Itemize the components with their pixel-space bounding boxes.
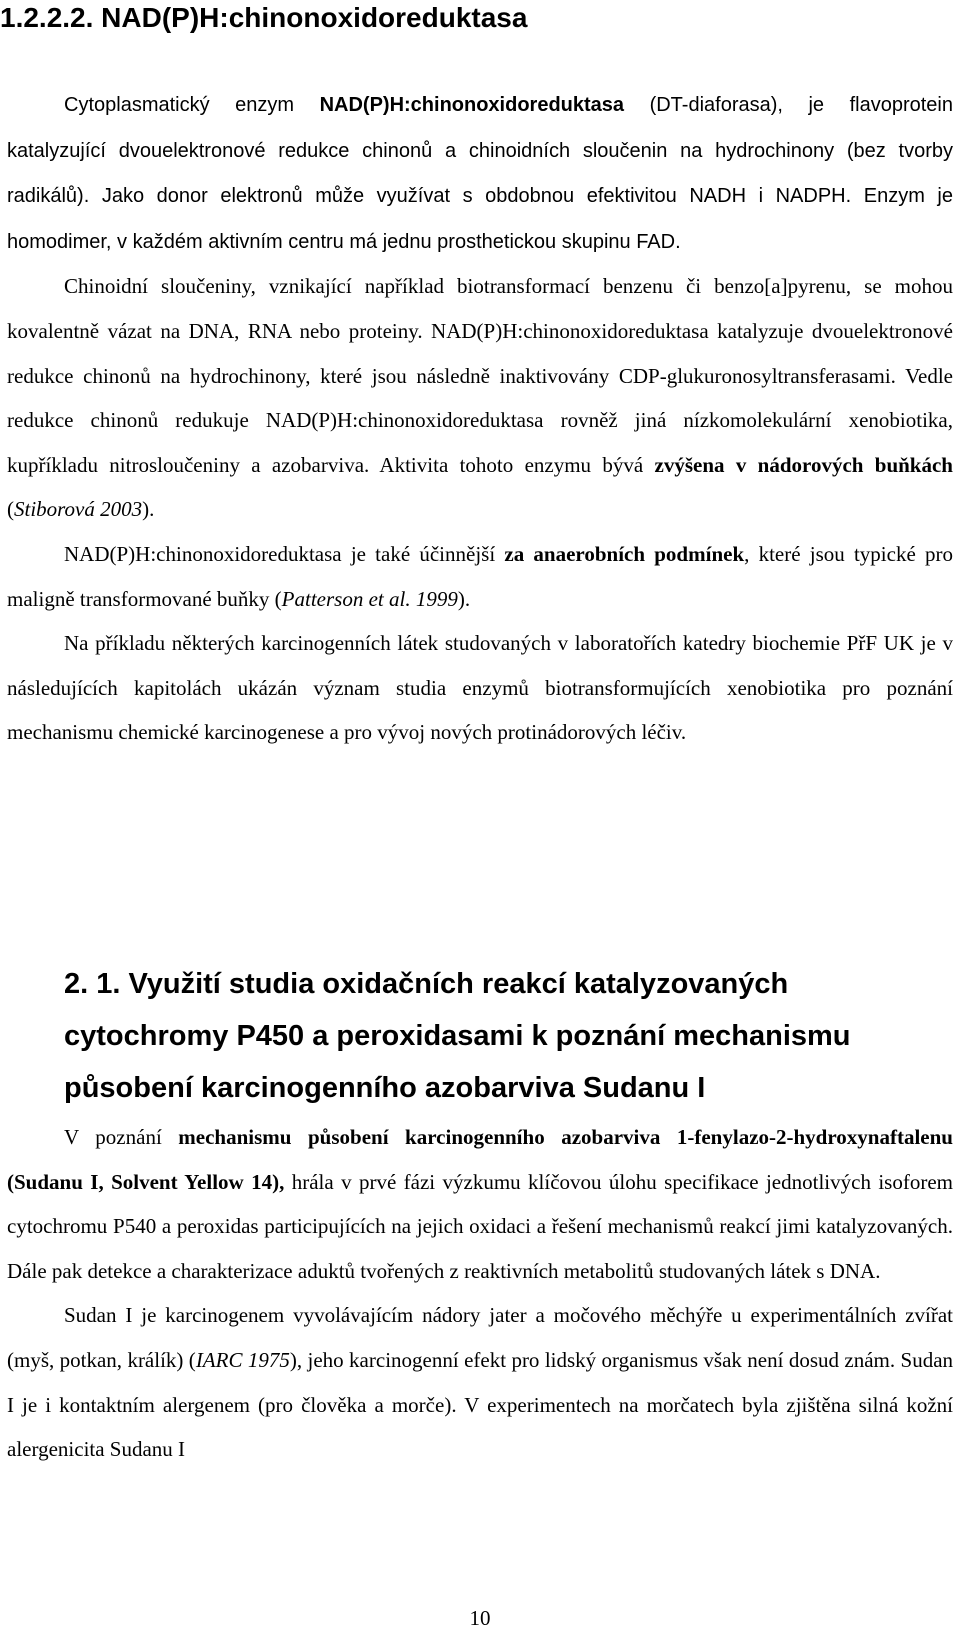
section-body — [7, 82, 953, 755]
paragraph: Na příkladu některých karcinogenních látek studovaných v laboratořích katedry biochemie PřF UK je v následujících kapitolách ukázán význam studia enzymů biotransformujících xenobiotika pro poznání mechanismu chemické karcinogenese a pro vývoj nových protinádorových léčiv. — [7, 631, 953, 745]
heading-line: působení karcinogenního azobarviva Sudanu I — [64, 1072, 706, 1104]
paragraph: V poznání mechanismu působení karcinogenního azobarviva 1-fenylazo-2-hydroxynaftalenu (Sudanu I, Solvent Yellow 14), hrála v prvé fázi výzkumu klíčovou úlohu specifikace jednotlivých isoforem cytochromu P540 a peroxidas participujících na jejich oxidaci a řešení mechanismů reakcí jimi katalyzovaných. Dále pak detekce a charakterizace aduktů tvořených z reaktivních metabolitů studovaných látek s DNA. — [7, 1125, 953, 1283]
section-2-body — [7, 1115, 953, 1472]
paragraph: Cytoplasmatický enzym NAD(P)H:chinonoxidoreduktasa (DT-diaforasa), je flavoprotein katalyzující dvouelektronové redukce chinonů a chinoidních sloučenin na hydrochinony (bez tvorby radikálů). Jako donor elektronů může využívat s obdobnou efektivitou NADH i NADPH. Enzym je homodimer, v každém aktivním centru má jednu prosthetickou skupinu FAD. — [7, 94, 953, 253]
page-number: 10 — [469, 1606, 491, 1630]
heading-line: 2. 1. Využití studia oxidačních reakcí katalyzovaných — [64, 968, 789, 1000]
paragraph: Chinoidní sloučeniny, vznikající například biotransformací benzenu či benzo[a]pyrenu, se mohou kovalentně vázat na DNA, RNA nebo proteiny. NAD(P)H:chinonoxidoreduktasa katalyzuje dvouelektronové redukce chinonů na hydrochinony, které jsou následně inaktivovány CDP-glukuronosyltransferasami. Vedle redukce chinonů redukuje NAD(P)H:chinonoxidoreduktasa rovněž jiná nízkomolekulární xenobiotika, kupříkladu nitrosloučeniny a azobarviva. Aktivita tohoto enzymu bývá zvýšena v nádorových buňkách (Stiborová 2003). — [7, 274, 953, 522]
paragraph: Sudan I je karcinogenem vyvolávajícím nádory jater a močového měchýře u experimentálních zvířat (myš, potkan, králík) (IARC 1975), jeho karcinogenní efekt pro lidský organismus však není dosud znám. Sudan I je i kontaktním alergenem (pro člověka a morče). V experimentech na morčatech byla zjištěna silná kožní alergenicita Sudanu I — [7, 1303, 954, 1462]
heading-line: cytochromy P450 a peroxidasami k poznání mechanismu — [64, 1020, 851, 1052]
section-heading: 1.2.2.2. NAD(P)H:chinonoxidoreduktasa — [0, 2, 528, 33]
section-2-heading — [64, 958, 944, 1114]
paragraph: NAD(P)H:chinonoxidoreduktasa je také účinnější za anaerobních podmínek, které jsou typické pro maligně transformované buňky (Patterson et al. 1999). — [7, 541, 953, 611]
